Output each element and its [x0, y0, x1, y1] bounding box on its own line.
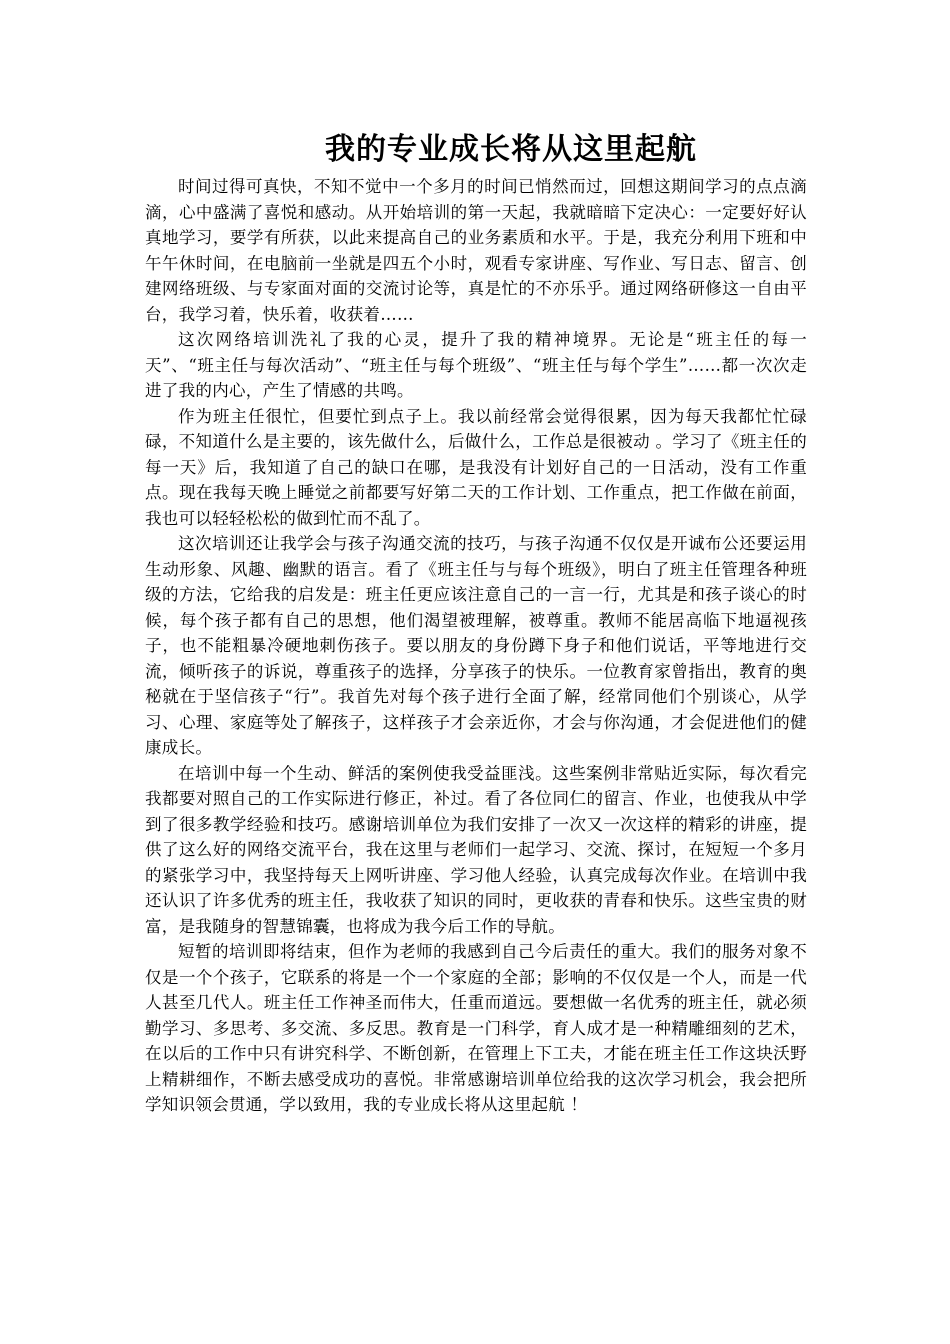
document-title: 我的专业成长将从这里起航 [325, 132, 697, 167]
paragraph-6: 短暂的培训即将结束，但作为老师的我感到自己今后责任的重大。我们的服务对象不仅是一个个孩子，它联系的将是一个一个家庭的全部；影响的不仅仅是一个人，而是一代人甚至几代人。班主任工作神圣而伟大，任重而道远。要想做一名优秀的班主任，就必须勤学习、多思考、多交流、多反思。教育是一门科学，育人成才是一种精雕细刻的艺术，在以后的工作中只有讲究科学、不断创新，在管理上下工夫，才能在班主任工作这块沃野上精耕细作，不断去感受成功的喜悦。非常感谢培训单位给我的这次学习机会，我会把所学知识领会贯通，学以致用，我的专业成长将从这里起航 ！ [145, 942, 807, 1114]
paragraph-2: 这次网络培训洗礼了我的心灵，提升了我的精神境界。无论是“班主任的每一天”、“班主任与每次活动”、“班主任与每个班级”、“班主任与每个学生”……都一次次走进了我的内心，产生了情感的共鸣。 [145, 330, 807, 400]
paragraph-3: 作为班主任很忙，但要忙到点子上。我以前经常会觉得很累，因为每天我都忙忙碌碌，不知道什么是主要的，该先做什么，后做什么，工作总是很被动 。学习了《班主任的每一天》后，我知道了自己的缺口在哪，是我没有计划好自己的一日活动，没有工作重点。现在我每天晚上睡觉之前都要写好第二天的工作计划、工作重点，把工作做在前面，我也可以轻轻松松的做到忙而不乱了。 [145, 406, 807, 528]
paragraph-4: 这次培训还让我学会与孩子沟通交流的技巧，与孩子沟通不仅仅是开诚布公还要运用生动形象、风趣、幽默的语言。看了《班主任与与每个班级》，明白了班主任管理各种班级的方法，它给我的启发是：班主任更应该注意自己的一言一行，尤其是和孩子谈心的时候，每个孩子都有自己的思想，他们渴望被理解，被尊重。教师不能居高临下地逼视孩子，也不能粗暴冷硬地刺伤孩子。要以朋友的身份蹲下身子和他们说话，平等地进行交流，倾听孩子的诉说，尊重孩子的选择，分享孩子的快乐。一位教育家曾指出，教育的奥秘就在于坚信孩子“行”。我首先对每个孩子进行全面了解，经常同他们个别谈心，从学习、心理、家庭等处了解孩子，这样孩子才会亲近你，才会与你沟通，才会促进他们的健康成长。 [145, 534, 807, 757]
document-page [145, 128, 807, 1118]
paragraph-5: 在培训中每一个生动、鲜活的案例使我受益匪浅。这些案例非常贴近实际，每次看完我都要对照自己的工作实际进行修正，补过。看了各位同仁的留言、作业，也使我从中学到了很多教学经验和技巧。感谢培训单位为我们安排了一次又一次这样的精彩的讲座，提供了这么好的网络交流平台，我在这里与老师们一起学习、交流、探讨，在短短一个多月的紧张学习中，我坚持每天上网听讲座、学习他人经验，认真完成每次作业。在培训中我还认识了许多优秀的班主任，我收获了知识的同时，更收获的青春和快乐。这些宝贵的财富，是我随身的智慧锦囊，也将成为我今后工作的导航。 [145, 763, 807, 936]
paragraph-1: 时间过得可真快，不知不觉中一个多月的时间已悄然而过，回想这期间学习的点点滴滴，心中盛满了喜悦和感动。从开始培训的第一天起，我就暗暗下定决心：一定要好好认真地学习，要学有所获，以此来提高自己的业务素质和水平。于是，我充分利用下班和中午午休时间，在电脑前一坐就是四五个小时，观看专家讲座、写作业、写日志、留言、创建网络班级、与专家面对面的交流讨论等，真是忙的不亦乐乎。通过网络研修这一自由平台，我学习着，快乐着，收获着…… [145, 177, 807, 324]
